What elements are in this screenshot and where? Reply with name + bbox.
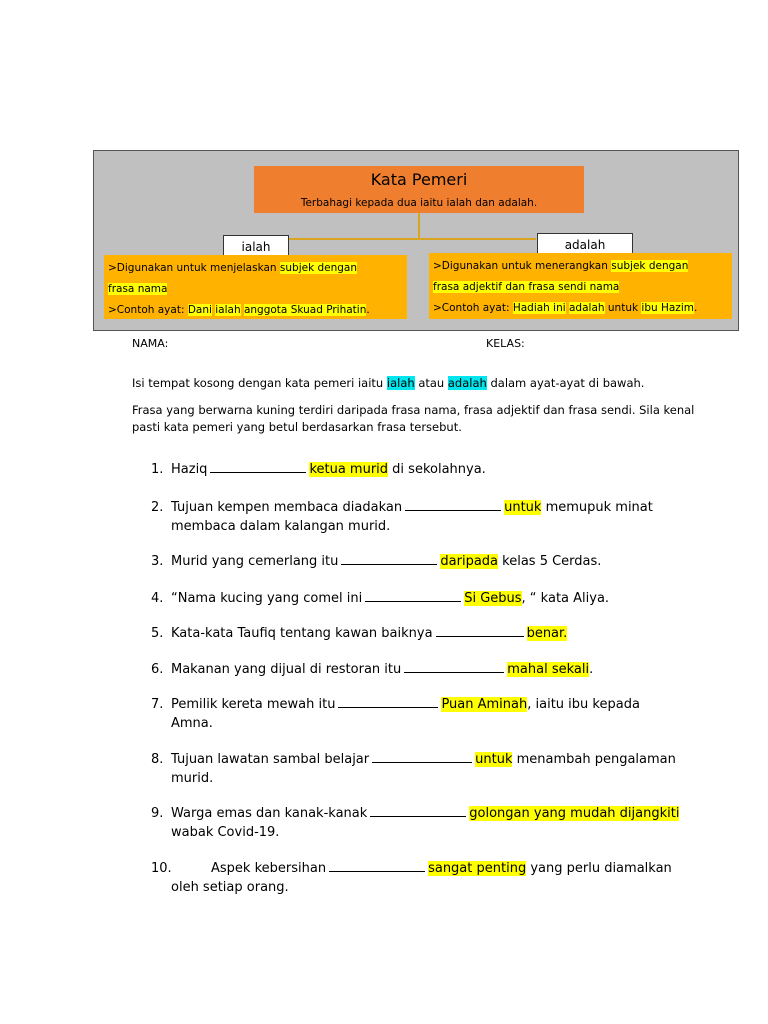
question-text-end: menambah pengalaman xyxy=(512,752,676,767)
ialah-desc-highlight: subjek dengan xyxy=(279,262,358,274)
diagram-subtitle: Terbahagi kepada dua iaitu ialah dan adalah. xyxy=(300,197,538,209)
adalah-example-label: >Contoh ayat: xyxy=(433,302,513,314)
diagram-title: Kata Pemeri xyxy=(370,170,468,189)
adalah-example-untuk: untuk xyxy=(607,302,639,314)
question-number: 1. xyxy=(151,462,164,477)
question-phrase: golongan yang mudah dijangkiti xyxy=(469,806,680,821)
question-number: 3. xyxy=(151,554,164,569)
question-text: Aspek kebersihan xyxy=(211,861,327,876)
instruction-text: Isi tempat kosong dengan kata pemeri iaitu xyxy=(132,376,387,390)
question-4 xyxy=(151,589,721,608)
question-phrase: untuk xyxy=(504,500,542,515)
adalah-example-pemeri: adalah xyxy=(569,302,605,314)
adalah-example-period: . xyxy=(693,302,698,314)
answer-blank[interactable] xyxy=(372,750,472,763)
instruction-1 xyxy=(132,375,712,392)
question-phrase: Puan Aminah xyxy=(441,697,528,712)
adalah-example-predicate: ibu Hazim xyxy=(641,302,694,314)
question-number: 10. xyxy=(151,861,172,876)
kata-pemeri-diagram xyxy=(93,150,739,331)
question-text: “Nama kucing yang comel ini xyxy=(171,591,363,606)
question-text: Murid yang cemerlang itu xyxy=(171,554,339,569)
adalah-desc-text: >Digunakan untuk menerangkan xyxy=(433,260,612,272)
question-text: Haziq xyxy=(171,462,208,477)
ialah-example-pemeri: ialah xyxy=(215,304,241,316)
question-3 xyxy=(151,552,721,571)
ialah-label: ialah xyxy=(223,235,289,260)
question-5 xyxy=(151,624,721,643)
connector-horizontal xyxy=(286,238,536,240)
question-text-end: kelas 5 Cerdas. xyxy=(498,554,602,569)
question-phrase: untuk xyxy=(475,752,513,767)
answer-blank[interactable] xyxy=(370,804,466,817)
question-text-end: , iaitu ibu kepada xyxy=(527,697,640,712)
question-text: Warga emas dan kanak-kanak xyxy=(171,806,368,821)
question-phrase: benar. xyxy=(526,626,568,641)
question-text: Kata-kata Taufiq tentang kawan baiknya xyxy=(171,626,433,641)
nama-label: NAMA: xyxy=(132,337,169,350)
question-7 xyxy=(151,695,721,733)
question-text: Pemilik kereta mewah itu xyxy=(171,697,336,712)
question-continuation: membaca dalam kalangan murid. xyxy=(171,519,391,534)
answer-blank[interactable] xyxy=(329,859,425,872)
question-phrase: daripada xyxy=(440,554,499,569)
question-number: 6. xyxy=(151,662,164,677)
answer-blank[interactable] xyxy=(436,624,524,637)
instruction-text-end: dalam ayat-ayat di bawah. xyxy=(486,376,645,390)
answer-blank[interactable] xyxy=(210,460,306,473)
question-number: 5. xyxy=(151,626,164,641)
instruction-ialah: ialah xyxy=(386,376,415,390)
question-phrase: Si Gebus xyxy=(464,591,522,606)
adalah-desc-highlight: subjek dengan xyxy=(611,260,689,272)
connector-vertical xyxy=(418,213,420,239)
adalah-desc-frasa: frasa adjektif dan frasa sendi nama xyxy=(433,281,620,293)
answer-blank[interactable] xyxy=(341,552,437,565)
answer-blank[interactable] xyxy=(405,498,501,511)
question-1 xyxy=(151,460,721,479)
question-8 xyxy=(151,750,721,788)
question-continuation: wabak Covid-19. xyxy=(171,825,280,840)
kelas-label: KELAS: xyxy=(486,337,525,350)
question-number: 8. xyxy=(151,752,164,767)
adalah-description xyxy=(429,253,732,319)
question-number: 9. xyxy=(151,806,164,821)
instruction-atau: atau xyxy=(414,376,448,390)
question-text-end: . xyxy=(589,662,594,677)
question-10 xyxy=(151,859,721,897)
ialah-example-label: >Contoh ayat: xyxy=(108,304,188,316)
question-text-end: di sekolahnya. xyxy=(388,462,486,477)
question-continuation: oleh setiap orang. xyxy=(171,880,289,895)
diagram-title-box xyxy=(254,166,584,213)
question-text: Tujuan lawatan sambal belajar xyxy=(171,752,370,767)
ialah-desc-text: >Digunakan untuk menjelaskan xyxy=(108,262,280,274)
question-text: Tujuan kempen membaca diadakan xyxy=(171,500,403,515)
question-number: 2. xyxy=(151,500,164,515)
question-text-end: memupuk minat xyxy=(541,500,653,515)
ialah-description xyxy=(104,255,407,319)
ialah-example-predicate: anggota Skuad Prihatin xyxy=(243,304,367,316)
answer-blank[interactable] xyxy=(365,589,461,602)
question-6 xyxy=(151,660,721,679)
ialah-example-subject: Dani xyxy=(187,304,212,316)
question-text-end: , “ kata Aliya. xyxy=(521,591,610,606)
answer-blank[interactable] xyxy=(404,660,504,673)
question-text: Makanan yang dijual di restoran itu xyxy=(171,662,402,677)
question-continuation: Amna. xyxy=(171,716,213,731)
question-text-end: yang perlu diamalkan xyxy=(526,861,672,876)
instruction-adalah: adalah xyxy=(447,376,487,390)
question-9 xyxy=(151,804,721,842)
ialah-example-period: . xyxy=(366,304,370,316)
question-number: 7. xyxy=(151,697,164,712)
ialah-desc-frasa: frasa nama xyxy=(108,283,168,295)
adalah-example-subject: Hadiah ini xyxy=(512,302,566,314)
instruction-2: Frasa yang berwarna kuning terdiri daripada frasa nama, frasa adjektif dan frasa sendi. Sila kenal pasti kata pemeri yang betul berdasarkan frasa tersebut. xyxy=(132,403,695,434)
answer-blank[interactable] xyxy=(338,695,438,708)
question-continuation: murid. xyxy=(171,771,214,786)
question-2 xyxy=(151,498,721,536)
question-phrase: sangat penting xyxy=(428,861,527,876)
question-number: 4. xyxy=(151,591,164,606)
question-phrase: ketua murid xyxy=(309,462,389,477)
question-phrase: mahal sekali xyxy=(507,662,590,677)
adalah-label: adalah xyxy=(537,233,633,258)
